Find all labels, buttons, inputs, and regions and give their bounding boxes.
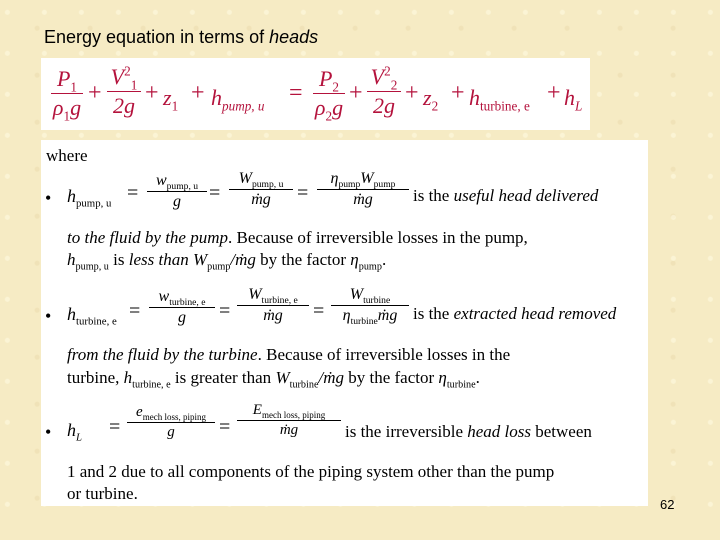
b2-line3: turbine, $h_{turbine, e}$ is greater than $W_{turbine}/ṁg$ by the factor $\eta_{turbine}$. — [67, 368, 480, 391]
b2-text: is the extracted head removed — [413, 304, 617, 323]
b1-frac-w: $w_{pump, u}$ g — [147, 172, 207, 211]
b3-line2: 1 and 2 due to all components of the piping system other than the pump — [67, 462, 555, 481]
b2-frac-wdot: $W_{turbine, e}$ ṁg — [237, 286, 309, 325]
where-label: where — [46, 146, 88, 165]
eq-frac-p2: $P_2$ $\rho_2g$ — [314, 66, 344, 124]
b2-frac-eta: $W_{turbine}$ $\eta_{turbine}ṁg$ — [331, 286, 409, 325]
eq-z2: $z_2$ — [423, 85, 439, 114]
b1-h: $h_{pump, u}$ — [67, 186, 112, 210]
b1-frac-wdot: $W_{pump, u}$ ṁg — [229, 170, 293, 209]
page-number: 62 — [660, 497, 675, 512]
b1-frac-eta: $\eta_{pump}W_{pump}$ ṁg — [317, 170, 409, 209]
eq-h-pump: $h_{pump, u}$ — [211, 85, 265, 114]
slide-title-prefix: Energy equation in terms of — [44, 27, 270, 47]
bullet-3-dot: • — [45, 422, 52, 442]
eq-p1: P — [56, 66, 71, 91]
b3-text: is the irreversible head loss between — [345, 422, 592, 441]
bullet-2-dot: • — [45, 306, 52, 326]
eq-g1: g — [70, 95, 82, 120]
eq-rho1-sub: 1 — [63, 108, 71, 124]
b3-h: $h_L$ — [67, 420, 83, 444]
eq-frac-v2: $V^2_2$ 2g — [367, 64, 401, 119]
eq-v1: V — [110, 64, 125, 89]
eq-frac-v1 — [107, 64, 141, 119]
b3-line3: or turbine. — [67, 484, 138, 503]
eq-h-loss: $h_L$ — [564, 85, 583, 114]
b3-frac-edot: $E_{mech loss, piping}$ ṁg — [237, 402, 341, 439]
eq-p1-sub: 1 — [70, 79, 78, 95]
b2-h: $h_{turbine, e}$ — [67, 304, 117, 328]
b1-text: is the useful head delivered — [413, 186, 599, 205]
energy-equation: $P_1$ $\rho_1g$ + $V^2_1$ 2g + $z_1$ + $h_{pump, u}$ = $P_2$ $\rho_2g$ + $V^2_2$ 2g + $z_2$ + $h_{turbine, e}$ + $h_L$ — [41, 58, 590, 130]
eq-v1-sub: 1 — [130, 77, 138, 93]
eq-frac-p1 — [51, 66, 83, 124]
b2-line2: from the fluid by the turbine. Because of irreversible losses in the — [67, 345, 511, 364]
definitions-box: where • $h_{pump, u}$ = $w_{pump, u}$ g = $W_{pump, u}$ ṁg = $\eta_{pump}W_{pump}$ ṁg is the useful head delivered to the fluid by the pump. Because of irreversible losses in the pump, $h_{pump, u}$ is less than $W_{pump}/ṁg$ by the factor $\eta_{pump}$. • $h_{turbine, e}$ = $w_{turbine, e}$ g = $W_{turbine, e}$ ṁg = $W_{turbine}$ $\eta_{turbine}ṁg$ is the extracted head removed from the fluid by the turbine. Because of irreversible losses in the turbine, $h_{turbine, e}$ is greater than $W_{turbine}/ṁg$ by the factor $\eta_{turbine}$. • $h_L$ = $e_{mech loss, piping}$ g = $E_{mech loss, piping}$ ṁg is the irreversible head loss between 1 and 2 due to all components of the piping system other than the pump or turbine. — [41, 140, 648, 506]
eq-rho1: ρ — [52, 95, 64, 120]
slide-title-emphasis: heads — [269, 27, 319, 47]
eq-v1-den: 2g — [113, 93, 135, 118]
slide-title — [44, 27, 318, 48]
eq-v1-sup: 2 — [124, 63, 131, 79]
b1-line2: to the fluid by the pump. Because of irreversible losses in the pump, — [67, 228, 528, 247]
b2-frac-w: $w_{turbine, e}$ g — [149, 288, 215, 327]
eq-h-turbine: $h_{turbine, e}$ — [469, 85, 530, 114]
b1-line3: $h_{pump, u}$ is less than $W_{pump}/ṁg$ by the factor $\eta_{pump}$. — [67, 250, 387, 273]
b3-frac-e: $e_{mech loss, piping}$ g — [127, 404, 215, 441]
eq-z1: $z_1$ — [163, 85, 179, 114]
bullet-1-dot: • — [45, 188, 52, 208]
